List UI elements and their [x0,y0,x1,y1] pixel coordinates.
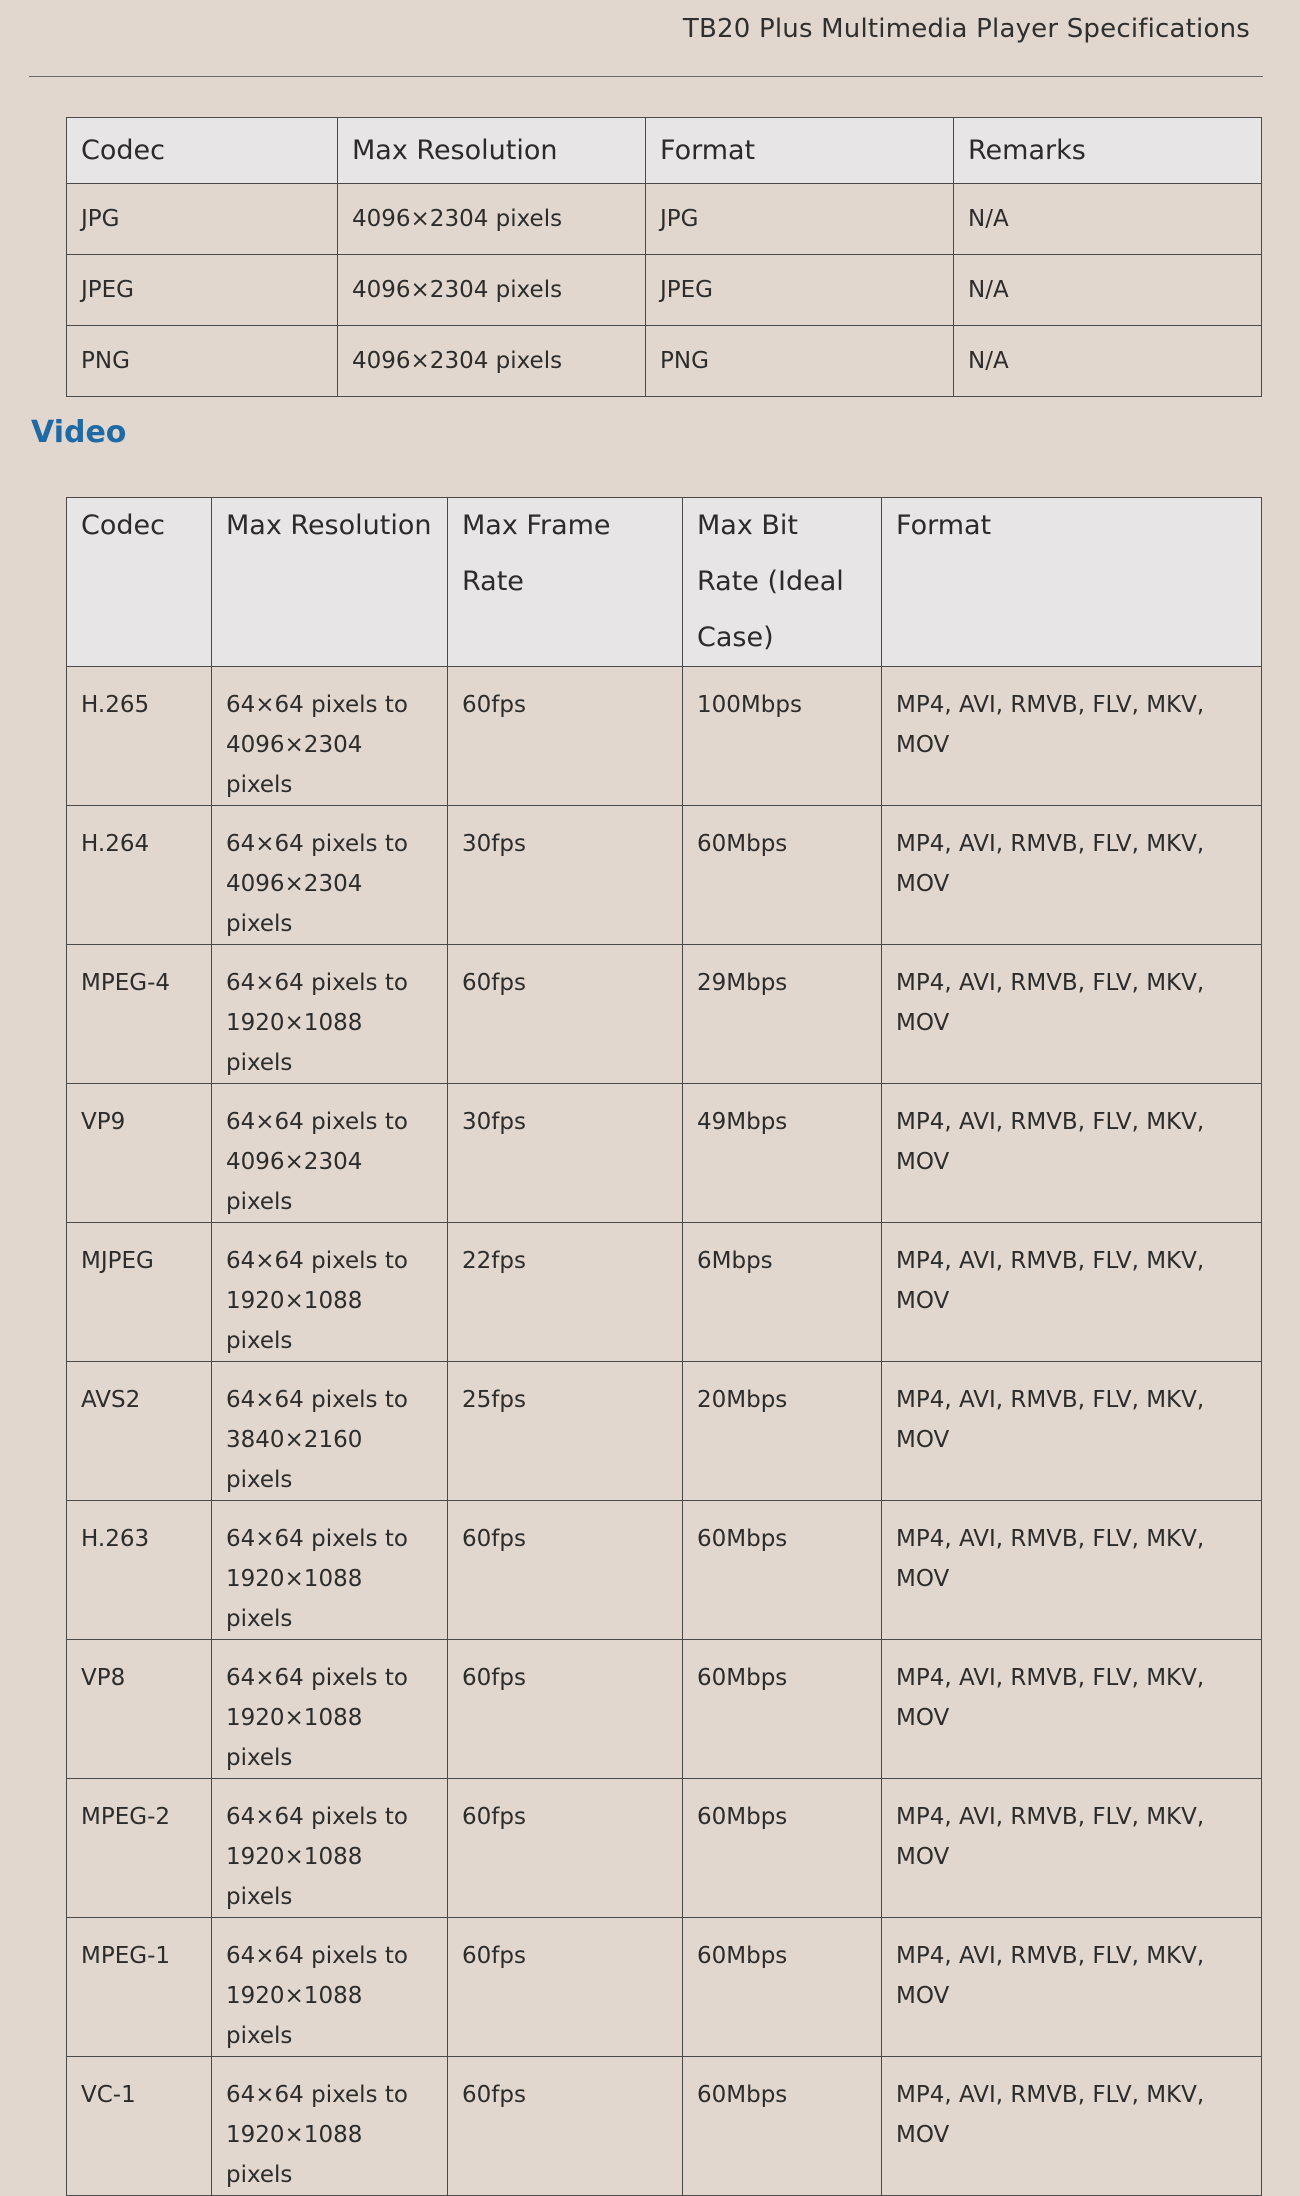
cell-codec: H.263 [67,1501,212,1640]
cell-remarks: N/A [954,255,1262,326]
cell-max-bit-rate: 60Mbps [683,806,882,945]
cell-format: MP4, AVI, RMVB, FLV, MKV, MOV [882,945,1262,1084]
cell-codec: PNG [67,326,338,397]
cell-max-resolution: 64×64 pixels to 4096×2304 pixels [212,667,448,806]
cell-max-resolution: 64×64 pixels to 1920×1088 pixels [212,1779,448,1918]
cell-format: MP4, AVI, RMVB, FLV, MKV, MOV [882,1362,1262,1501]
table-row [67,1640,1262,1779]
cell-max-frame-rate: 22fps [448,1223,683,1362]
table-row [67,1084,1262,1223]
column-header-remarks: Remarks [954,118,1262,184]
cell-format: MP4, AVI, RMVB, FLV, MKV, MOV [882,2057,1262,2196]
column-header-max-resolution: Max Resolution [338,118,646,184]
table-row [67,806,1262,945]
cell-format: MP4, AVI, RMVB, FLV, MKV, MOV [882,1918,1262,2057]
column-header-codec: Codec [67,118,338,184]
cell-max-resolution: 64×64 pixels to 1920×1088 pixels [212,2057,448,2196]
cell-max-frame-rate: 60fps [448,1779,683,1918]
cell-format: MP4, AVI, RMVB, FLV, MKV, MOV [882,1501,1262,1640]
video-codec-table [66,497,1262,2196]
column-header-codec: Codec [67,498,212,667]
page-title: TB20 Plus Multimedia Player Specifications [682,14,1250,44]
cell-codec: JPEG [67,255,338,326]
cell-max-frame-rate: 60fps [448,2057,683,2196]
table-row [67,1918,1262,2057]
table-row [67,2057,1262,2196]
video-table-body [67,667,1262,2196]
section-heading-video: Video [31,415,127,450]
cell-max-resolution: 64×64 pixels to 1920×1088 pixels [212,1223,448,1362]
cell-max-frame-rate: 25fps [448,1362,683,1501]
cell-max-bit-rate: 60Mbps [683,1640,882,1779]
cell-codec: JPG [67,184,338,255]
cell-max-bit-rate: 20Mbps [683,1362,882,1501]
cell-max-bit-rate: 60Mbps [683,1501,882,1640]
image-codec-table [66,117,1262,397]
cell-max-frame-rate: 60fps [448,945,683,1084]
cell-max-frame-rate: 60fps [448,667,683,806]
column-header-format: Format [646,118,954,184]
cell-max-frame-rate: 60fps [448,1640,683,1779]
table-row [67,326,1262,397]
cell-max-resolution: 64×64 pixels to 4096×2304 pixels [212,806,448,945]
table-header-row [67,498,1262,667]
cell-format: MP4, AVI, RMVB, FLV, MKV, MOV [882,1640,1262,1779]
cell-max-resolution: 64×64 pixels to 4096×2304 pixels [212,1084,448,1223]
table-row [67,945,1262,1084]
table-row [67,667,1262,806]
header-divider [29,76,1263,77]
cell-codec: H.264 [67,806,212,945]
column-header-max-frame-rate: Max Frame Rate [448,498,683,667]
cell-max-bit-rate: 100Mbps [683,667,882,806]
table-row [67,1223,1262,1362]
cell-format: JPG [646,184,954,255]
cell-format: MP4, AVI, RMVB, FLV, MKV, MOV [882,1223,1262,1362]
cell-codec: MPEG-2 [67,1779,212,1918]
cell-max-frame-rate: 30fps [448,1084,683,1223]
cell-max-resolution: 64×64 pixels to 1920×1088 pixels [212,1640,448,1779]
cell-max-bit-rate: 49Mbps [683,1084,882,1223]
cell-codec: VP8 [67,1640,212,1779]
cell-max-resolution: 64×64 pixels to 1920×1088 pixels [212,1501,448,1640]
cell-max-bit-rate: 29Mbps [683,945,882,1084]
cell-remarks: N/A [954,184,1262,255]
cell-codec: AVS2 [67,1362,212,1501]
cell-codec: VC-1 [67,2057,212,2196]
column-header-max-bit-rate: Max Bit Rate (Ideal Case) [683,498,882,667]
cell-max-frame-rate: 30fps [448,806,683,945]
table-row [67,255,1262,326]
cell-max-bit-rate: 60Mbps [683,1918,882,2057]
cell-max-resolution: 64×64 pixels to 1920×1088 pixels [212,1918,448,2057]
cell-format: MP4, AVI, RMVB, FLV, MKV, MOV [882,806,1262,945]
cell-max-frame-rate: 60fps [448,1501,683,1640]
cell-codec: H.265 [67,667,212,806]
cell-codec: VP9 [67,1084,212,1223]
table-row [67,1779,1262,1918]
column-header-max-resolution: Max Resolution [212,498,448,667]
cell-max-bit-rate: 6Mbps [683,1223,882,1362]
cell-format: PNG [646,326,954,397]
column-header-format: Format [882,498,1262,667]
cell-remarks: N/A [954,326,1262,397]
cell-format: MP4, AVI, RMVB, FLV, MKV, MOV [882,667,1262,806]
cell-format: MP4, AVI, RMVB, FLV, MKV, MOV [882,1084,1262,1223]
table-row [67,1501,1262,1640]
cell-max-bit-rate: 60Mbps [683,1779,882,1918]
cell-max-resolution: 4096×2304 pixels [338,255,646,326]
cell-max-frame-rate: 60fps [448,1918,683,2057]
cell-codec: MPEG-1 [67,1918,212,2057]
cell-format: MP4, AVI, RMVB, FLV, MKV, MOV [882,1779,1262,1918]
cell-codec: MJPEG [67,1223,212,1362]
table-header-row [67,118,1262,184]
cell-codec: MPEG-4 [67,945,212,1084]
cell-max-resolution: 4096×2304 pixels [338,184,646,255]
table-row [67,184,1262,255]
table-row [67,1362,1262,1501]
cell-max-resolution: 4096×2304 pixels [338,326,646,397]
cell-max-bit-rate: 60Mbps [683,2057,882,2196]
cell-max-resolution: 64×64 pixels to 3840×2160 pixels [212,1362,448,1501]
cell-max-resolution: 64×64 pixels to 1920×1088 pixels [212,945,448,1084]
cell-format: JPEG [646,255,954,326]
